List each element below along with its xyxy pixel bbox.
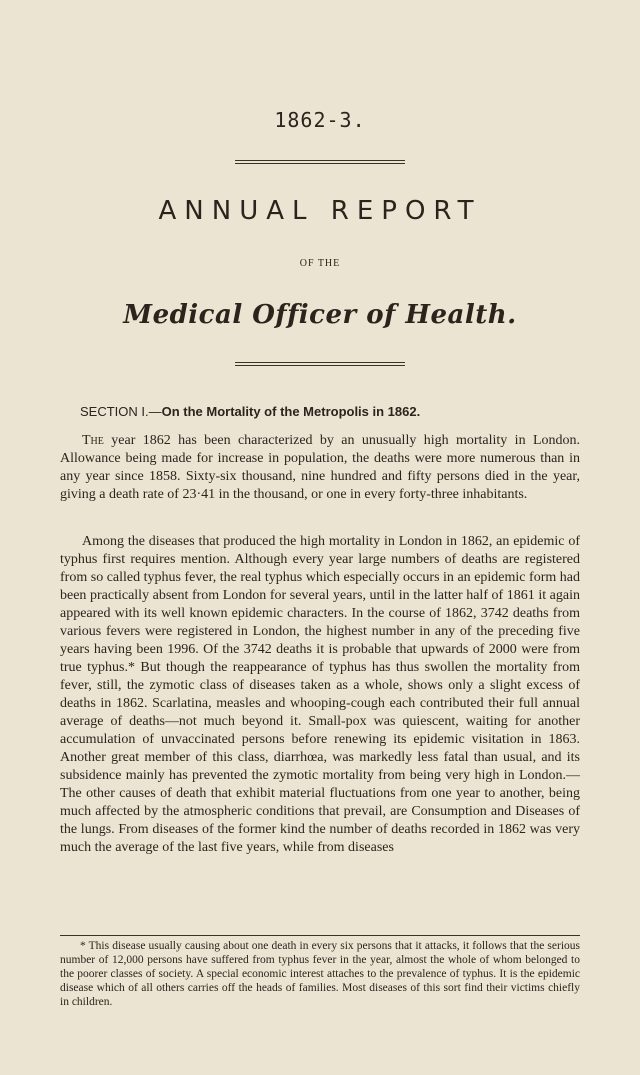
paragraph-2: Among the diseases that produced the high mortality in London in 1862, an epidemic of typhus first requires mention. Although every year large numbers of deaths are registered from so called typhus fever, the real typhus which especially occurs in an epidemic form had been practically absent from London for several years, until in the latter half of 1861 it again appeared with its well known epidemic characters. In the course of 1862, 3742 deaths from various fevers were registered in London, the highest number in any of the preceding five years having been 1996. Of the 3742 deaths it is probable that upwards of 2000 were from true typhus.* But though the reappearance of typhus has thus swollen the mortality from fever, still, the zymotic class of diseases taken as a whole, shows only a slight excess of deaths in 1862. Scarlatina, measles and whooping-cough each contributed their full annual average of deaths—not much beyond it. Small-pox was quiescent, waiting for another accumulation of unvaccinated persons before renewing its epidemic visitation in 1863. Another great member of this class, diarrhœa, was markedly less fatal than usual, and its subsidence mainly has prevented the zymotic mortality from being very high in London.—The other causes of death that exhibit material fluctuations from one year to another, being much affected by the atmospheric conditions that prevail, are Consumption and Diseases of the lungs. From diseases of the former kind the number of deaths recorded in 1862 was very much the average of the last five years, while from diseases (60, 534, 580, 855)
section-label: SECTION I.— (80, 404, 162, 419)
report-subtitle: Medical Officer of Health. (123, 300, 517, 330)
paragraph-1 (60, 432, 580, 504)
report-title: ANNUAL REPORT (158, 196, 482, 226)
report-year: 1862-3. (274, 108, 366, 132)
paragraph-1-text: year 1862 has been characterized by an unusually high mortality in London. Allowance being made for increase in population, the deaths were more numerous than in any year since 1858. Sixty-six thousand, nine hundred and fifty persons died in the year, giving a death rate of 23·41 in the thousand, or one in every forty-three inhabitants. (60, 433, 580, 502)
footnote-divider (60, 935, 580, 936)
paragraph-1-first-word: The (82, 433, 104, 448)
section-title: On the Mortality of the Metropolis in 1862. (161, 404, 421, 419)
decorative-rule-bottom (235, 362, 405, 366)
decorative-rule-top (235, 160, 405, 164)
footnote: * This disease usually causing about one death in every six persons that it attacks, it follows that the serious number of 12,000 persons have suffered from typhus fever in the year, almost the whole of whom belonged to the poorer classes of society. A special economic interest attaches to the prevalence of typhus. It is the epidemic disease which of all others carries off the heads of families. Most diseases of this sort find their victims chiefly in children. (60, 940, 580, 1008)
section-heading (80, 404, 580, 420)
of-the-label: OF THE (299, 258, 341, 269)
